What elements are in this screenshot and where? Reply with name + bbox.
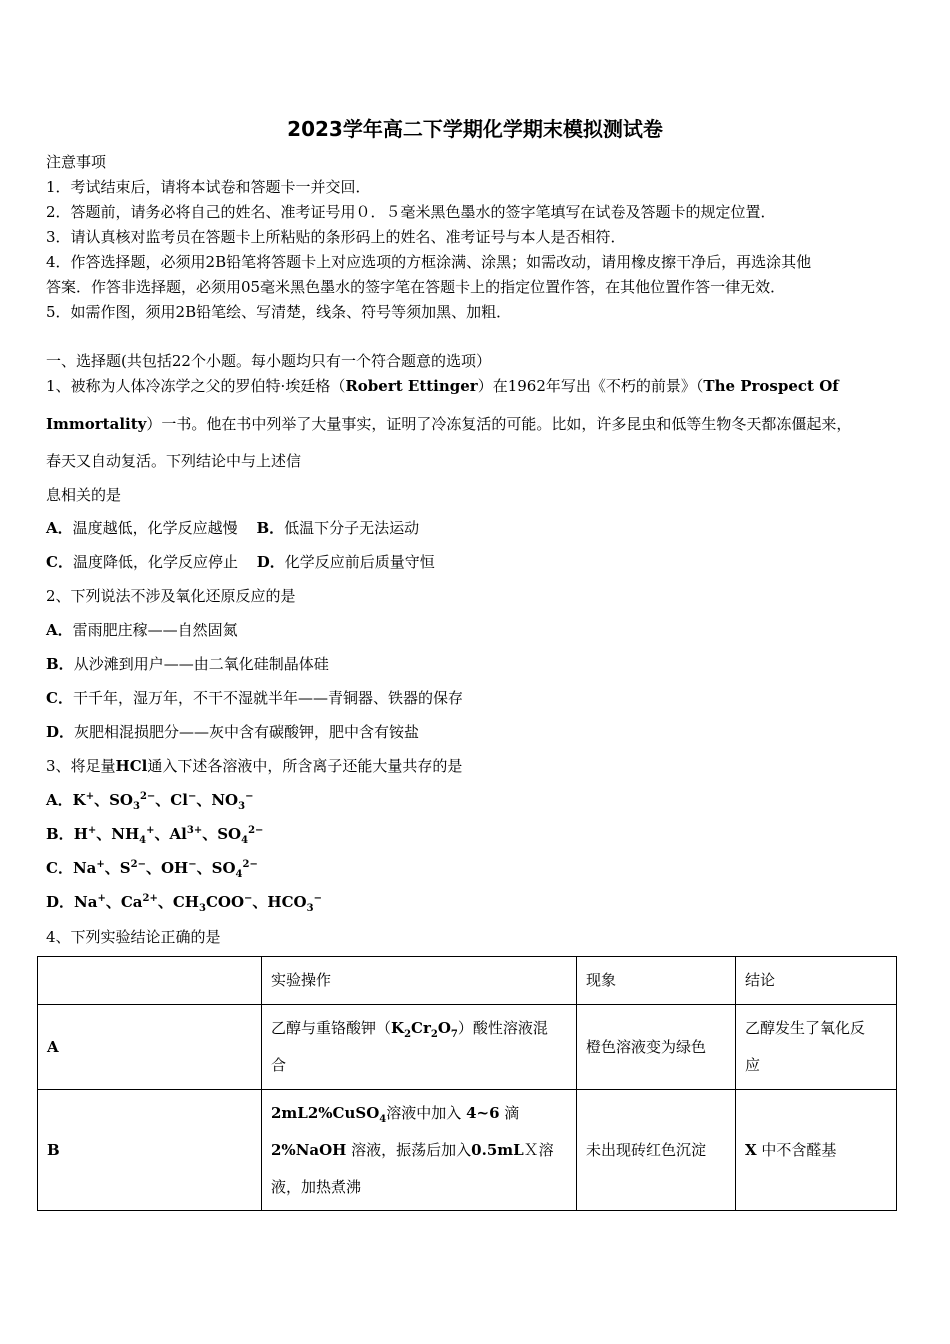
q3-option-d: D．Na+、$Ca^{2+}$、$CH_3COO^-$、$HCO_3^-$ (46, 893, 322, 914)
notice-item-4-cont: 答案．作答非选择题，必须用05毫米黑色墨水的签字笔在答题卡上的指定位置作答，在其他位置作答一律无效． (46, 278, 786, 296)
conclusion-text: X (745, 1140, 757, 1159)
q3-text: 通入下述各溶液中，所含离子还能大量共存的是 (147, 757, 463, 775)
notice-item-1: 1．考试结束后，请将本试卷和答题卡一并交回． (46, 178, 371, 196)
header-phenomenon: 现象 (577, 957, 736, 1005)
table-header-row (38, 957, 897, 1005)
page-title: 2023学年高二下学期化学期末模拟测试卷 (287, 117, 663, 141)
op-text: 4~6 (466, 1103, 500, 1122)
q2-option-b (46, 654, 329, 674)
op-text: 2mL2%CuSO (271, 1103, 380, 1122)
q1-options-ab (46, 518, 419, 538)
option-label: B． (256, 519, 285, 537)
q1-book-en: The Prospect Of (703, 377, 839, 395)
op-text: Ｘ溶 (523, 1140, 554, 1159)
op-text: 乙醇与重铬酸钾（ (271, 1019, 392, 1037)
section-heading: 一、选择题(共包括22个小题。每小题均只有一个符合题意的选项） (46, 352, 491, 370)
notice-item-5: 5．如需作图，须用2B铅笔绘、写清楚，线条、符号等须加黑、加粗． (46, 303, 512, 321)
q3-stem (46, 756, 462, 776)
option-text: 低温下分子无法运动 (284, 519, 420, 537)
q1-text: 1、被称为人体冷冻学之父的罗伯特·埃廷格（ (46, 377, 346, 395)
q1-text: ）在1962年写出《不朽的前景》（ (477, 377, 704, 395)
option-label: D． (46, 723, 75, 741)
q2-stem: 2、下列说法不涉及氧化还原反应的是 (46, 587, 296, 605)
op-text: 溶液，振荡后加入 (351, 1140, 472, 1159)
op-text: 0.5mL (471, 1140, 524, 1159)
q3-text: 3、将足量 (46, 757, 116, 775)
q2-option-c (46, 688, 463, 708)
notice-item-4: 4．作答选择题，必须用2B铅笔将答题卡上对应选项的方框涂满、涂黑；如需改动，请用橡皮擦干净后，再选涂其他 (46, 253, 812, 271)
option-label: C． (46, 859, 73, 877)
op-text: 溶液中加入 (386, 1103, 462, 1122)
table-row (38, 1005, 897, 1090)
option-label: A． (46, 791, 73, 809)
q1-line-1 (46, 376, 839, 396)
q1-line-4: 息相关的是 (46, 486, 122, 504)
header-cell-empty (38, 957, 262, 1005)
op-text: ）酸性溶液混 (457, 1019, 548, 1037)
table-row (38, 1090, 897, 1211)
q4-stem: 4、下列实验结论正确的是 (46, 928, 221, 946)
option-text: 从沙滩到用户——由二氧化硅制晶体硅 (73, 655, 329, 673)
q3-hcl: HCl (115, 757, 148, 775)
conclusion-text: 乙醇发生了氧化反 (745, 1019, 866, 1037)
row-operation: 乙醇与重铬酸钾$(K_2Cr_2O_7)$酸性溶液混 合 (262, 1005, 577, 1090)
notice-item-3: 3．请认真核对监考员在答题卡上所粘贴的条形码上的姓名、准考证号与本人是否相符． (46, 228, 626, 246)
option-label: D． (46, 893, 75, 911)
q3-option-b: B．H+、$NH_4^+$、$Al^{3+}$、$SO_4^{2-}$ (46, 825, 264, 846)
notice-heading: 注意事项 (46, 153, 107, 171)
q1-name-en: Robert Ettinger (345, 377, 478, 395)
row-phenomenon: 橙色溶液变为绿色 (577, 1005, 736, 1090)
option-label: B． (46, 825, 74, 843)
row-conclusion (736, 1005, 897, 1090)
option-label: C． (46, 689, 73, 707)
q2-option-a (46, 620, 238, 640)
option-text: 温度越低，化学反应越慢 (72, 519, 238, 537)
option-label: D． (256, 553, 285, 571)
q1-options-cd (46, 552, 435, 572)
q1-line-2 (46, 414, 851, 434)
conclusion-text: 应 (745, 1056, 761, 1074)
conclusion-text: 中不含醛基 (761, 1140, 837, 1159)
experiment-table (37, 956, 897, 1211)
option-label: A． (46, 621, 73, 639)
option-text: 雷雨肥庄稼——自然固氮 (72, 621, 238, 639)
option-text: 化学反应前后质量守恒 (284, 553, 435, 571)
header-operation: 实验操作 (262, 957, 577, 1005)
row-operation: 2mL2%CuSO$_4$溶液中加入 4~6 滴 2%NaOH 溶液，振荡后加入0.5mLＸ溶 液，加热煮沸 (262, 1090, 577, 1211)
option-label: B． (46, 655, 74, 673)
row-label: B (38, 1090, 262, 1211)
op-text: 2%NaOH (271, 1140, 347, 1159)
q3-option-a: A．K+、$SO_3^{2-}$、Cl−、$NO_3^-$ (46, 791, 254, 812)
q2-option-d (46, 722, 419, 742)
op-text: 滴 (504, 1103, 520, 1122)
notice-item-2: 2．答题前，请务必将自己的姓名、准考证号用０．５毫米黑色墨水的签字笔填写在试卷及答题卡的规定位置． (46, 203, 776, 221)
q1-book-en-2: Immortality (46, 415, 147, 433)
op-text: 合 (271, 1056, 287, 1074)
option-text: 灰肥相混损肥分——灰中含有碳酸钾，肥中含有铵盐 (74, 723, 420, 741)
row-label: A (38, 1005, 262, 1090)
option-text: 温度降低，化学反应停止 (72, 553, 238, 571)
q1-text: ）一书。他在书中列举了大量事实，证明了冷冻复活的可能。比如，许多昆虫和低等生物冬天都冻僵起来， (146, 415, 852, 433)
row-conclusion (736, 1090, 897, 1211)
option-label: C． (46, 553, 73, 571)
option-label: A． (46, 519, 73, 537)
header-conclusion: 结论 (736, 957, 897, 1005)
op-text: 液，加热煮沸 (271, 1177, 362, 1196)
q3-option-c: C．Na+、$S^{2-}$、OH−、$SO_4^{2-}$ (46, 859, 258, 880)
row-phenomenon: 未出现砖红色沉淀 (577, 1090, 736, 1211)
q1-line-3: 春天又自动复活。下列结论中与上述信 (46, 452, 302, 470)
option-text: 干千年，湿万年，不干不湿就半年——青铜器、铁器的保存 (72, 689, 463, 707)
